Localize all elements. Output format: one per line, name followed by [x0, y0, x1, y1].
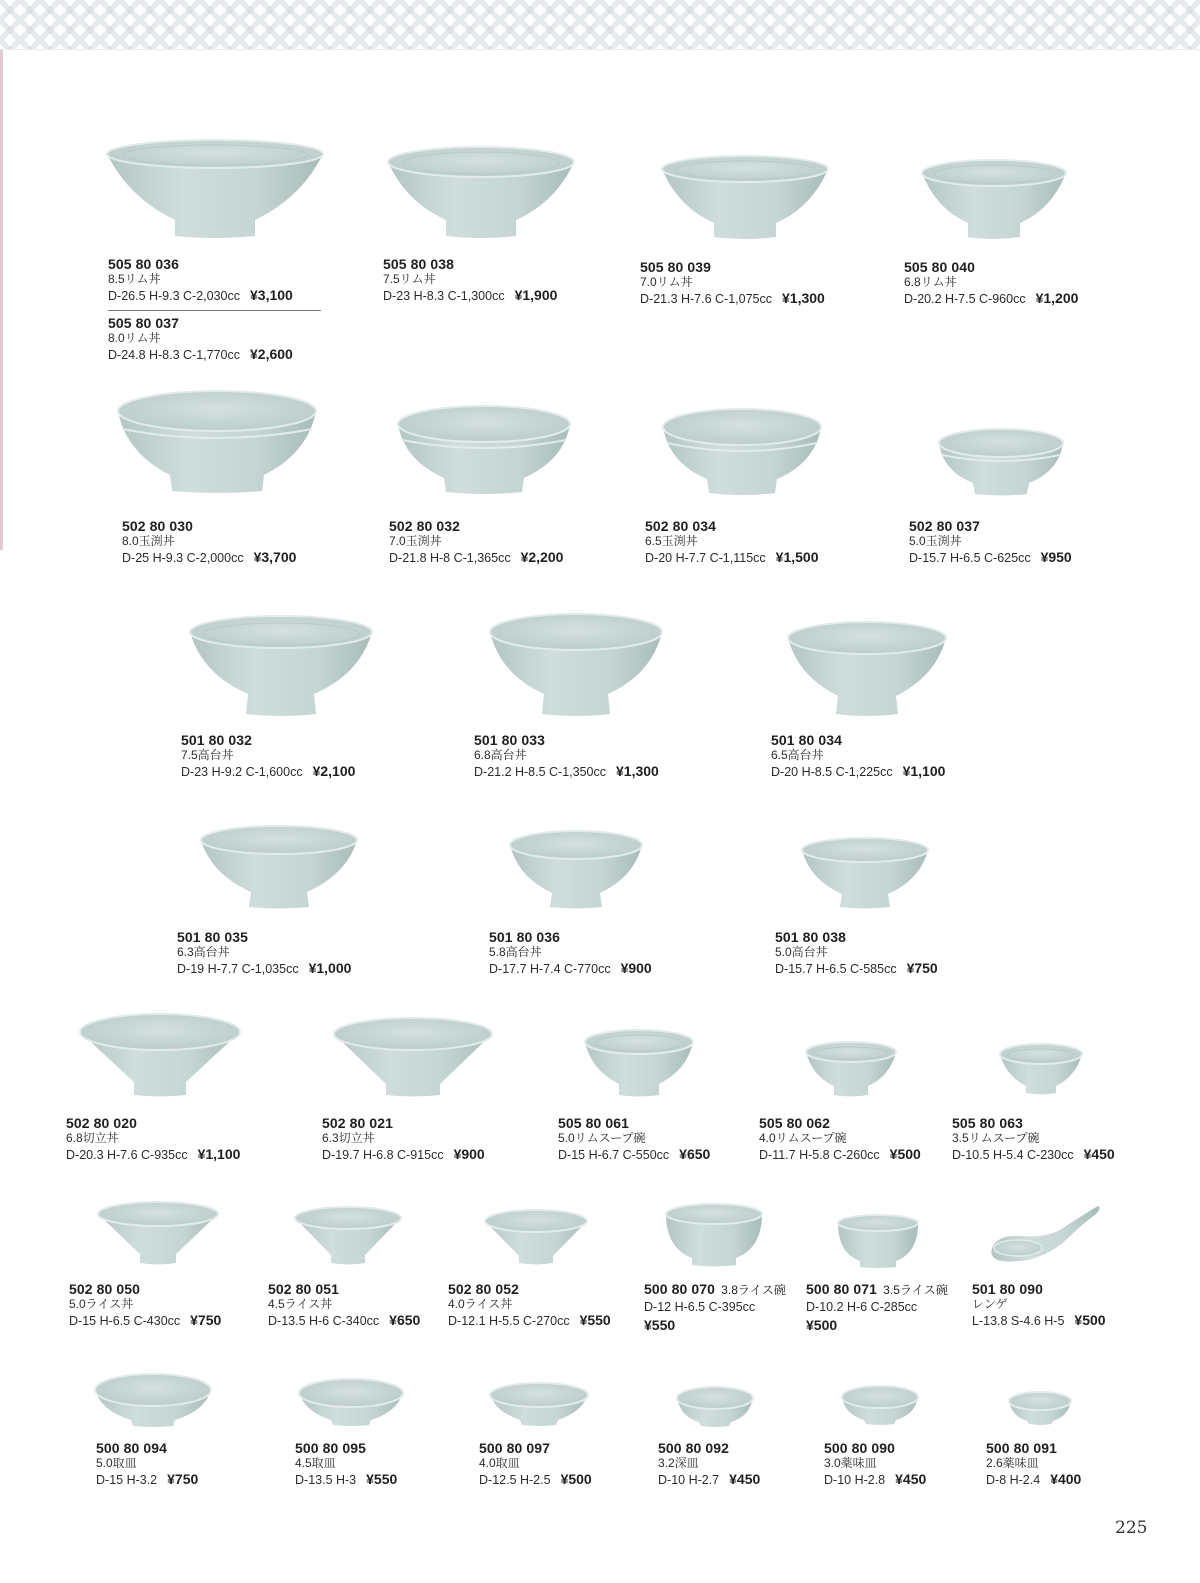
dish-image — [1007, 1390, 1073, 1426]
product-name: 6.3高台丼 — [177, 945, 230, 959]
product-spec: D-20 H-8.5 C-1,225cc — [771, 765, 893, 779]
product-spec: D-10.5 H-5.4 C-230cc — [952, 1148, 1074, 1162]
product-code: 500 80 070 — [644, 1281, 716, 1297]
product-code: 502 80 051 — [268, 1281, 340, 1297]
product-price: ¥750 — [167, 1471, 199, 1487]
product-price: ¥950 — [1040, 549, 1072, 565]
product-price: ¥750 — [190, 1312, 222, 1328]
product-price: ¥3,100 — [250, 287, 293, 303]
bowl-image — [188, 614, 374, 718]
product-code: 502 80 037 — [909, 518, 981, 534]
product-spec: D-26.5 H-9.3 C-2,030cc — [108, 289, 241, 303]
bowl-image — [488, 612, 664, 718]
product-spec: D-8 H-2.4 — [986, 1473, 1041, 1487]
product-spec: D-10 H-2.8 — [824, 1473, 886, 1487]
product-505-80-037 — [108, 315, 293, 364]
bowl-image — [105, 138, 325, 240]
product-price: ¥1,500 — [775, 549, 819, 565]
product-price: ¥650 — [389, 1312, 421, 1328]
product-price: ¥1,100 — [902, 763, 946, 779]
product-spec: D-10 H-2.7 — [658, 1473, 720, 1487]
product-price: ¥450 — [1083, 1146, 1115, 1162]
bowl-image — [661, 407, 823, 497]
product-price: ¥1,900 — [514, 287, 558, 303]
product-price: ¥900 — [453, 1146, 485, 1162]
product-price: ¥500 — [806, 1317, 838, 1333]
product-price: ¥450 — [895, 1471, 927, 1487]
product-code: 500 80 090 — [824, 1440, 896, 1456]
product-code: 505 80 062 — [759, 1115, 831, 1131]
product-name: 7.0リム丼 — [640, 275, 693, 289]
product-spec: D-20.3 H-7.6 C-935cc — [66, 1148, 188, 1162]
product-spec: D-10.2 H-6 C-285cc — [806, 1300, 918, 1314]
product-name: 5.0玉渕丼 — [909, 534, 962, 548]
product-spec: D-25 H-9.3 C-2,000cc — [122, 551, 244, 565]
product-name: 6.5高台丼 — [771, 748, 824, 762]
product-name: 3.5ライス碗 — [883, 1283, 948, 1297]
product-name: 4.0ライス丼 — [448, 1297, 513, 1311]
product-code: 501 80 035 — [177, 929, 249, 945]
bowl-image — [998, 1042, 1084, 1096]
product-spec: D-15 H-3.2 — [96, 1473, 158, 1487]
bowl-image — [508, 829, 644, 910]
product-spec: D-23 H-9.2 C-1,600cc — [181, 765, 303, 779]
product-name: 3.0薬味皿 — [824, 1456, 877, 1470]
product-name: 3.2深皿 — [658, 1456, 699, 1470]
product-code: 505 80 037 — [108, 315, 180, 331]
product-price: ¥900 — [620, 960, 652, 976]
product-code: 502 80 034 — [645, 518, 717, 534]
bowl-image — [660, 153, 830, 241]
product-code: 500 80 094 — [96, 1440, 168, 1456]
product-price: ¥1,200 — [1035, 290, 1079, 306]
product-price: ¥1,100 — [197, 1146, 241, 1162]
decorative-side-rule — [0, 50, 3, 550]
product-name: 8.5リム丼 — [108, 272, 161, 286]
product-spec: D-15 H-6.7 C-550cc — [558, 1148, 670, 1162]
product-spec: D-24.8 H-8.3 C-1,770cc — [108, 348, 241, 362]
dish-image — [93, 1372, 213, 1428]
product-spec: D-11.7 H-5.8 C-260cc — [759, 1148, 880, 1162]
product-spec: D-12.1 H-5.5 C-270cc — [448, 1314, 570, 1328]
spoon-image — [988, 1204, 1102, 1266]
product-name: 6.5玉渕丼 — [645, 534, 698, 548]
product-code: 502 80 030 — [122, 518, 194, 534]
product-price: ¥1,300 — [616, 763, 659, 779]
product-code: 502 80 020 — [66, 1115, 138, 1131]
product-spec: D-15.7 H-6.5 C-625cc — [909, 551, 1031, 565]
product-spec: D-12 H-6.5 C-395cc — [644, 1300, 756, 1314]
product-code: 501 80 032 — [181, 732, 253, 748]
product-price: ¥500 — [560, 1471, 592, 1487]
product-code: 505 80 038 — [383, 256, 455, 272]
product-name: 6.3切立丼 — [322, 1131, 375, 1145]
product-spec: D-19 H-7.7 C-1,035cc — [177, 962, 299, 976]
product-name: 4.5ライス丼 — [268, 1297, 333, 1311]
product-code: 505 80 039 — [640, 259, 712, 275]
product-spec: D-20.2 H-7.5 C-960cc — [904, 292, 1026, 306]
product-code: 502 80 032 — [389, 518, 461, 534]
product-spec: D-20 H-7.7 C-1,115cc — [645, 551, 766, 565]
product-code: 505 80 061 — [558, 1115, 630, 1131]
product-name: 5.0リムスープ碗 — [558, 1131, 646, 1145]
product-price: ¥1,000 — [308, 960, 352, 976]
product-code: 502 80 052 — [448, 1281, 520, 1297]
product-price: ¥2,100 — [312, 763, 356, 779]
bowl-image — [96, 1200, 220, 1266]
product-spec: L-13.8 S-4.6 H-5 — [972, 1314, 1065, 1328]
product-price: ¥2,600 — [250, 346, 293, 362]
product-price: ¥1,300 — [782, 290, 825, 306]
product-price: ¥2,200 — [520, 549, 564, 565]
product-code: 501 80 033 — [474, 732, 546, 748]
product-name: 5.8高台丼 — [489, 945, 542, 959]
product-spec: D-21.3 H-7.6 C-1,075cc — [640, 292, 773, 306]
product-name: 5.0取皿 — [96, 1456, 137, 1470]
bowl-image — [836, 1213, 920, 1269]
product-code: 501 80 038 — [775, 929, 847, 945]
product-name: 3.8ライス碗 — [721, 1283, 786, 1297]
product-name: 7.5高台丼 — [181, 748, 234, 762]
decorative-pattern-band — [0, 0, 1200, 50]
bowl-image — [804, 1040, 898, 1098]
product-price: ¥500 — [1074, 1312, 1106, 1328]
bowl-image — [800, 836, 930, 910]
product-code: 502 80 050 — [69, 1281, 141, 1297]
bowl-image — [116, 389, 318, 495]
bowl-image — [396, 404, 572, 496]
product-spec: D-13.5 H-3 — [295, 1473, 357, 1487]
product-code: 501 80 034 — [771, 732, 843, 748]
product-code: 501 80 036 — [489, 929, 561, 945]
product-name: 4.0リムスープ碗 — [759, 1131, 847, 1145]
product-name: 5.0高台丼 — [775, 945, 828, 959]
bowl-image — [937, 427, 1065, 497]
divider-line — [108, 310, 321, 311]
product-spec: D-21.8 H-8 C-1,365cc — [389, 551, 511, 565]
product-name: 6.8高台丼 — [474, 748, 527, 762]
product-code: 502 80 021 — [322, 1115, 394, 1131]
product-spec: D-15.7 H-6.5 C-585cc — [775, 962, 897, 976]
product-price: ¥550 — [579, 1312, 611, 1328]
product-name: 3.5リムスープ碗 — [952, 1131, 1040, 1145]
product-spec: D-12.5 H-2.5 — [479, 1473, 551, 1487]
bowl-image — [199, 824, 359, 910]
product-price: ¥500 — [889, 1146, 921, 1162]
product-code: 501 80 090 — [972, 1281, 1044, 1297]
product-price: ¥650 — [679, 1146, 711, 1162]
product-name: 5.0ライス丼 — [69, 1297, 134, 1311]
product-price: ¥400 — [1050, 1471, 1082, 1487]
product-price: ¥550 — [644, 1317, 676, 1333]
bowl-image — [920, 157, 1068, 241]
dish-image — [488, 1381, 590, 1427]
bowl-image — [332, 1016, 494, 1098]
product-code: 505 80 036 — [108, 256, 180, 272]
product-spec: D-13.5 H-6 C-340cc — [268, 1314, 380, 1328]
bowl-image — [664, 1202, 764, 1268]
product-spec: D-15 H-6.5 C-430cc — [69, 1314, 181, 1328]
product-code: 505 80 063 — [952, 1115, 1024, 1131]
product-name: 8.0玉渕丼 — [122, 534, 175, 548]
product-name: 4.5取皿 — [295, 1456, 336, 1470]
product-code: 500 80 091 — [986, 1440, 1058, 1456]
product-code: 500 80 071 — [806, 1281, 878, 1297]
product-spec: D-17.7 H-7.4 C-770cc — [489, 962, 611, 976]
product-name: レンゲ — [972, 1297, 1008, 1311]
product-code: 500 80 097 — [479, 1440, 551, 1456]
product-price: ¥450 — [729, 1471, 761, 1487]
dish-image — [840, 1384, 920, 1426]
bowl-image — [386, 144, 576, 240]
dish-image — [675, 1384, 755, 1428]
product-name: 6.8切立丼 — [66, 1131, 119, 1145]
product-name: 8.0リム丼 — [108, 331, 161, 345]
product-spec: D-23 H-8.3 C-1,300cc — [383, 289, 505, 303]
product-name: 6.8リム丼 — [904, 275, 957, 289]
product-name: 2.6薬味皿 — [986, 1456, 1039, 1470]
bowl-image — [78, 1012, 242, 1098]
product-price: ¥3,700 — [253, 549, 297, 565]
dish-image — [297, 1377, 405, 1427]
page-number: 225 — [1115, 1518, 1148, 1538]
product-spec: D-21.2 H-8.5 C-1,350cc — [474, 765, 607, 779]
bowl-image — [293, 1205, 403, 1266]
product-spec: D-19.7 H-6.8 C-915cc — [322, 1148, 444, 1162]
product-code: 500 80 092 — [658, 1440, 730, 1456]
product-name: 7.5リム丼 — [383, 272, 436, 286]
product-code: 505 80 040 — [904, 259, 976, 275]
bowl-image — [483, 1208, 589, 1266]
product-price: ¥750 — [906, 960, 938, 976]
bowl-image — [786, 620, 948, 718]
product-code: 500 80 095 — [295, 1440, 367, 1456]
product-name: 4.0取皿 — [479, 1456, 520, 1470]
bowl-image — [583, 1028, 695, 1098]
product-price: ¥550 — [366, 1471, 398, 1487]
product-name: 7.0玉渕丼 — [389, 534, 442, 548]
